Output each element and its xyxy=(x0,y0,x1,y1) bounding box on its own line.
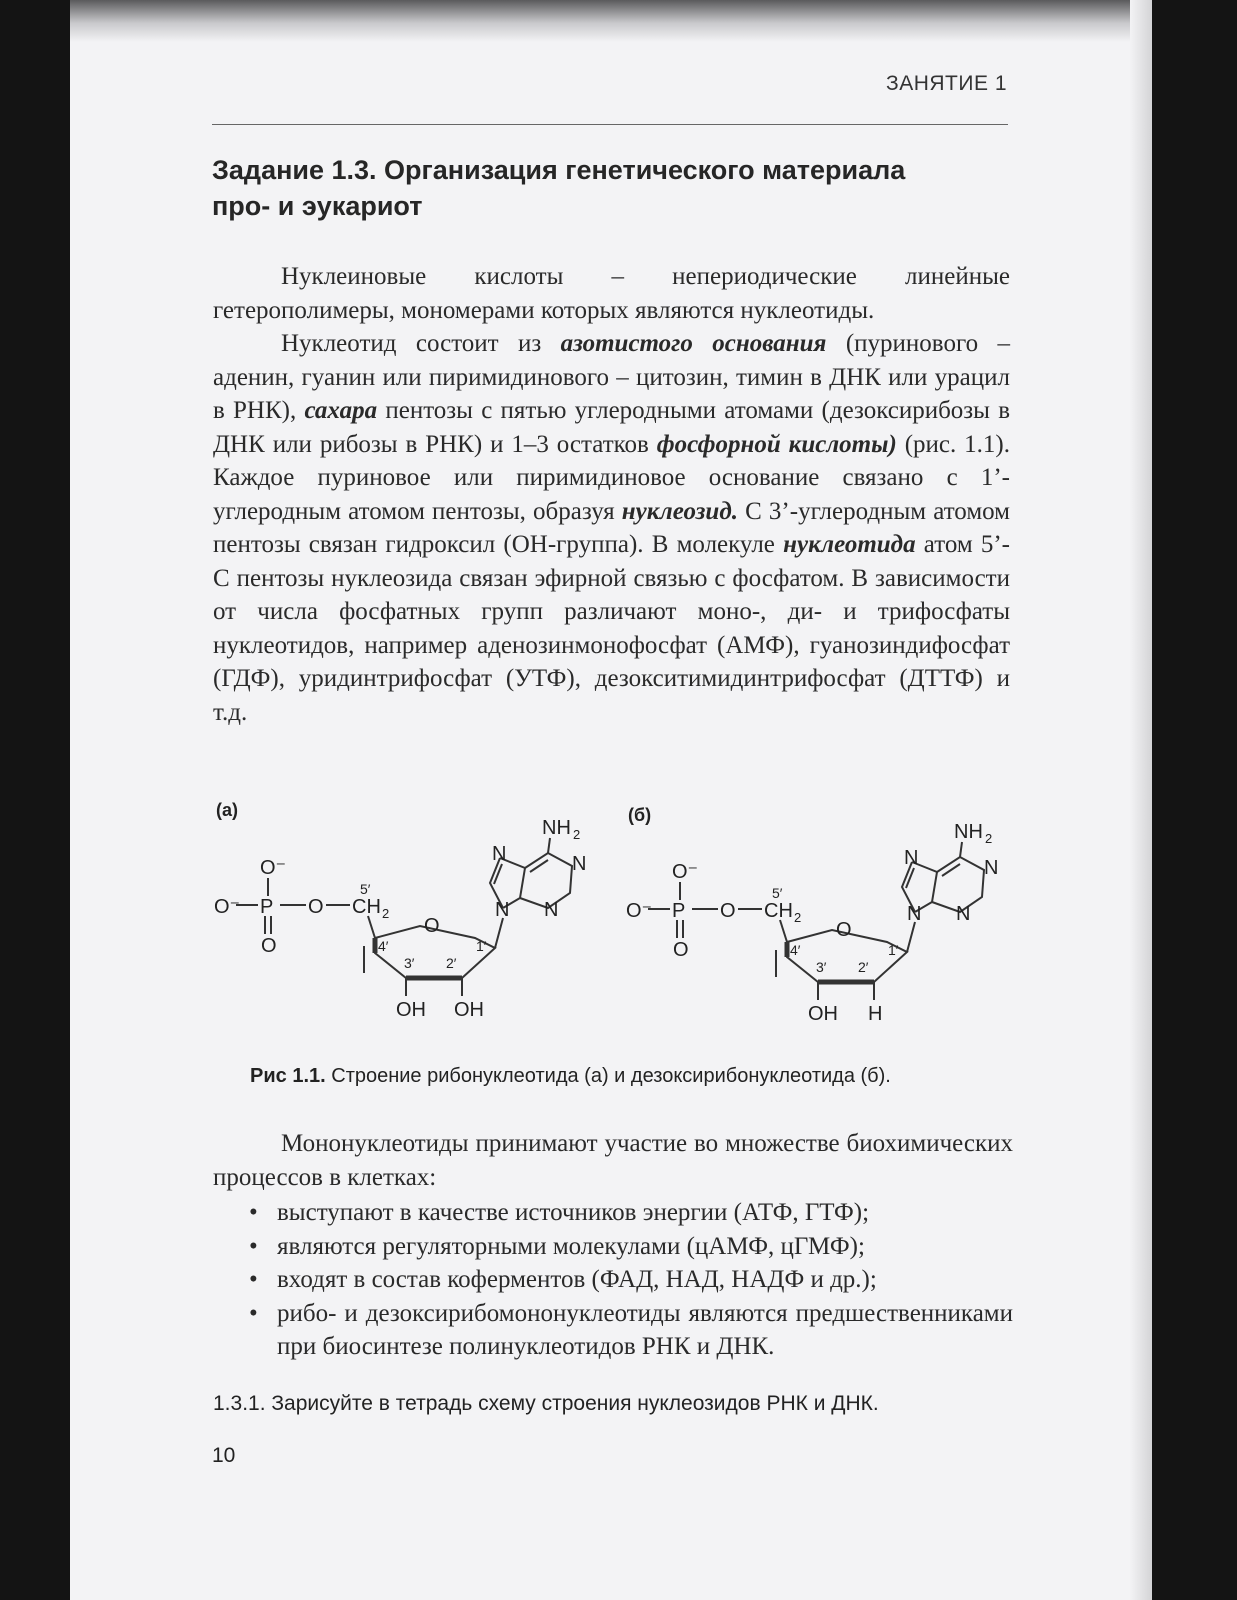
atom-o-ring: O xyxy=(836,919,852,941)
carbon-label: 5′ xyxy=(772,885,783,901)
atom-subscript: 2 xyxy=(382,906,390,921)
list-item-text: являются регуляторными молекулами (цАМФ, цГМФ); xyxy=(277,1232,865,1260)
p2-text: Нуклеотид состоит из xyxy=(281,330,561,357)
atom-nh2: NH xyxy=(954,821,983,843)
atom-n: N xyxy=(572,853,587,875)
atom-o: O xyxy=(261,935,277,957)
atom-o-minus: O⁻ xyxy=(214,896,241,918)
carbon-label: 3′ xyxy=(404,955,415,971)
atom-n: N xyxy=(492,843,507,865)
carbon-label: 2′ xyxy=(858,959,869,975)
atom-subscript: 2 xyxy=(985,831,993,846)
atom-n: N xyxy=(904,847,919,869)
atom-subscript: 2 xyxy=(794,910,802,925)
carbon-label: 4′ xyxy=(790,942,801,958)
body-text-2 xyxy=(213,1127,1013,1364)
atom-o: O xyxy=(673,939,689,961)
paragraph-2 xyxy=(213,327,1010,729)
term-nucleoside: нуклеозид. xyxy=(621,497,738,525)
figure-label-a: (а) xyxy=(216,800,238,820)
term-nucleotide: нуклеотида xyxy=(783,531,916,558)
list-item xyxy=(213,1230,1013,1264)
task-1-3-1: 1.3.1. Зарисуйте в тетрадь схему строения нуклеозидов РНК и ДНК. xyxy=(213,1392,879,1415)
atom-o: O xyxy=(720,900,736,922)
atom-o-minus: O⁻ xyxy=(260,857,287,879)
bullet: • xyxy=(249,1232,258,1260)
atom-o-ring: O xyxy=(424,915,440,937)
list-item xyxy=(213,1196,1013,1230)
page-right-edge xyxy=(1130,0,1152,1600)
atom-n: N xyxy=(495,899,510,921)
page-top-shadow xyxy=(70,0,1152,42)
paragraph-3: Мононуклеотиды принимают участие во множестве биохимических процессов в клетках: xyxy=(213,1130,1013,1191)
p2-text: (пуринового – аденин, гуанин или пиримидинового – цитозин, тимин в ДНК или урацил в РНК), xyxy=(213,330,1010,424)
carbon-label: 1′ xyxy=(888,942,899,958)
list-item-text: рибо- и дезоксирибомононуклеотиды являются предшественниками при биосинтезе полинуклеотидов РНК и ДНК. xyxy=(277,1299,1013,1360)
atom-n: N xyxy=(984,857,999,879)
running-header: ЗАНЯТИЕ 1 xyxy=(886,72,1007,95)
term-nitrogen-base: азотистого основания xyxy=(560,330,827,357)
atom-oh: OH xyxy=(454,999,484,1021)
bullet: • xyxy=(249,1199,258,1226)
atom-n: N xyxy=(544,899,559,921)
carbon-label: 5′ xyxy=(360,881,371,897)
atom-n: N xyxy=(956,903,971,925)
atom-n: N xyxy=(907,903,922,925)
atom-oh: OH xyxy=(396,999,426,1021)
term-sugar: сахара xyxy=(304,397,378,424)
term-phosphoric-acid: фосфорной кислоты) xyxy=(656,430,897,458)
atom-p: P xyxy=(672,900,686,922)
carbon-label: 4′ xyxy=(378,938,389,954)
p2-text: атом 5’-С пентозы нуклеозида связан эфирной связью с фосфатом. В зависимости от числа фосфатных групп различают моно-, ди- и трифосфаты нуклеотидов, например аденозинмонофосфат (АМФ), гуанозиндифосфат (ГДФ), уридинтрифосфат (УТФ), дезокситимидинтрифосфат (ДТТФ) и т.д. xyxy=(213,531,1011,726)
atom-oh: OH xyxy=(808,1003,838,1025)
bullet: • xyxy=(249,1299,258,1327)
figure-caption xyxy=(250,1065,1010,1088)
page-number: 10 xyxy=(212,1444,236,1467)
atom-ch2: CH xyxy=(764,900,793,922)
list-item-text: входят в состав коферментов (ФАД, НАД, НАДФ и др.); xyxy=(277,1266,877,1293)
carbon-label: 2′ xyxy=(446,955,457,971)
p2-text: С 3’-углеродным атомом пентозы связан гидроксил (ОН-группа). В молекуле xyxy=(213,497,1010,558)
p2-text: пентозы с пятью углеродными атомами (дезоксирибозы в ДНК или рибозы в РНК) и 1–3 остатков xyxy=(213,397,1011,458)
atom-nh2: NH xyxy=(542,817,571,839)
list-item xyxy=(213,1263,1013,1297)
atom-subscript: 2 xyxy=(573,827,581,842)
section-title-line2: про- и эукариот xyxy=(212,191,423,221)
section-title-line1: Задание 1.3. Организация генетического материала xyxy=(212,155,906,185)
function-list xyxy=(213,1196,1013,1364)
paragraph-1: Нуклеиновые кислоты – непериодические линейные гетерополимеры, мономерами которых являются нуклеотиды. xyxy=(213,263,1010,324)
atom-h: H xyxy=(868,1003,883,1025)
atom-o: O xyxy=(308,896,324,918)
carbon-label: 1′ xyxy=(476,938,487,954)
atom-o-minus: O⁻ xyxy=(672,861,699,883)
list-item-text: выступают в качестве источников энергии (АТФ, ГТФ); xyxy=(277,1199,870,1226)
caption-label: Рис 1.1. xyxy=(250,1065,326,1087)
ribonucleotide-structure xyxy=(200,808,620,1038)
carbon-label: 3′ xyxy=(816,959,827,975)
p2-text: (рис. 1.1). Каждое пуриновое или пиримидиновое основание связано с 1’-углеродным атомом пентозы, образуя xyxy=(213,430,1010,525)
atom-p: P xyxy=(260,896,274,918)
caption-text: Строение рибонуклеотида (а) и дезоксирибонуклеотида (б). xyxy=(325,1065,891,1087)
figure-label-b: (б) xyxy=(628,805,652,825)
header-rule xyxy=(212,124,1008,125)
deoxyribonucleotide-structure xyxy=(612,812,1032,1042)
body-text xyxy=(213,260,1010,729)
atom-o-minus: O⁻ xyxy=(626,900,653,922)
section-title xyxy=(212,152,992,224)
list-item xyxy=(213,1297,1013,1364)
bullet: • xyxy=(249,1266,258,1293)
atom-ch2: CH xyxy=(352,896,381,918)
